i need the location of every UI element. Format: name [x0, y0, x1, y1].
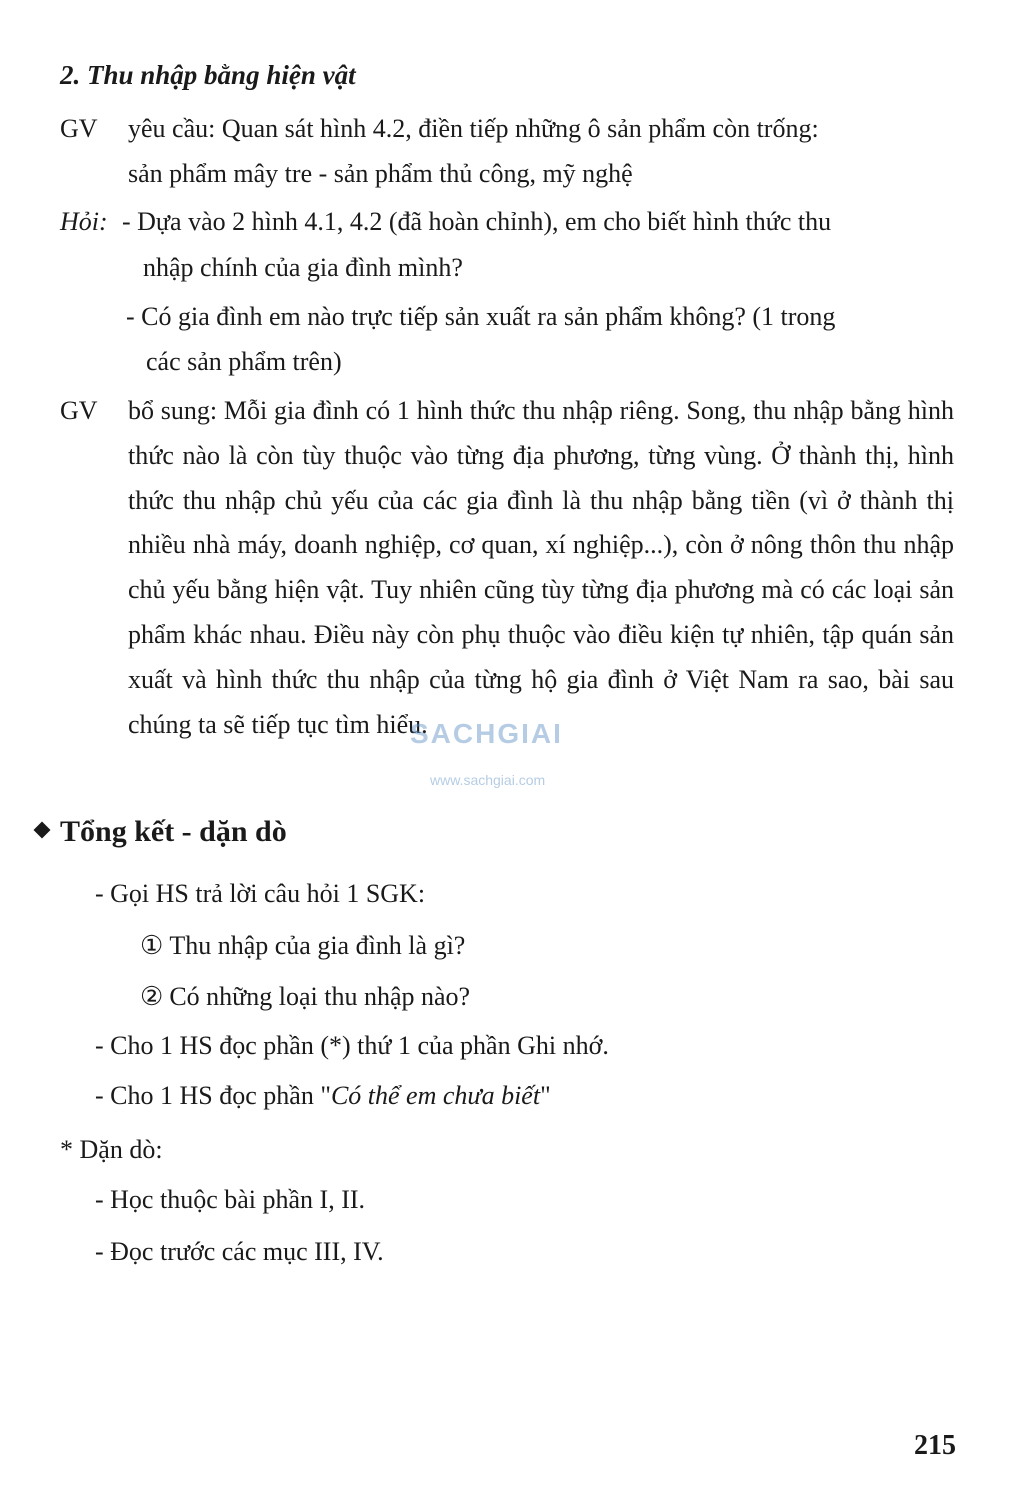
page-number: 215 [914, 1430, 956, 1461]
watermark-url: www.sachgiai.com [430, 772, 546, 788]
gv1-line-1: yêu cầu: Quan sát hình 4.2, điền tiếp những ô sản phẩm còn trống: [128, 114, 819, 143]
homework-item-1: - Học thuộc bài phần I, II. [95, 1185, 366, 1214]
hoi-q2-line-1: - Có gia đình em nào trực tiếp sản xuất ra sản phẩm không? (1 trong [126, 302, 836, 331]
summary-question-1 [140, 929, 465, 963]
gv-label-1: GV [60, 114, 98, 143]
hoi-q1-line-2: nhập chính của gia đình mình? [143, 253, 463, 282]
homework-label: * Dặn dò: [60, 1135, 163, 1164]
summary-item-1: - Gọi HS trả lời câu hỏi 1 SGK: [95, 879, 426, 908]
hoi-q2-line-2: các sản phẩm trên) [146, 347, 342, 376]
diamond-bullet-icon [34, 822, 51, 839]
summary-question-1-text: Thu nhập của gia đình là gì? [169, 931, 466, 960]
summary-item-3-italic: Có thể em chưa biết [330, 1081, 541, 1110]
summary-title [36, 815, 287, 849]
circled-one-icon: ① [140, 931, 164, 960]
hoi-q1-line-1: - Dựa vào 2 hình 4.1, 4.2 (đã hoàn chỉnh), em cho biết hình thức thu [122, 207, 832, 236]
gv1-line-2: sản phẩm mây tre - sản phẩm thủ công, mỹ nghệ [128, 159, 633, 188]
summary-item-3-prefix: - Cho 1 HS đọc phần " [95, 1081, 331, 1110]
circled-two-icon: ② [140, 982, 164, 1011]
gv2-paragraph: bổ sung: Mỗi gia đình có 1 hình thức thu nhập riêng. Song, thu nhập bằng hình thức nào là còn tùy thuộc vào từng địa phương, từng vùng. Ở thành thị, hình thức thu nhập chủ yếu của các gia đình là thu nhập bằng tiền (vì ở thành thị nhiều nhà máy, doanh nghiệp, cơ quan, xí nghiệp...), còn ở nông thôn thu nhập chủ yếu bằng hiện vật. Tuy nhiên cũng tùy từng địa phương mà có các loại sản phẩm khác nhau. Điều này còn phụ thuộc vào điều kiện tự nhiên, tập quán sản xuất và hình thức thu nhập của từng hộ gia đình ở Việt Nam ra sao, bài sau chúng ta sẽ tiếp tục tìm hiểu. [128, 396, 954, 739]
summary-question-2-text: Có những loại thu nhập nào? [169, 982, 471, 1011]
homework-item-2: - Đọc trước các mục III, IV. [95, 1237, 384, 1266]
section-heading: 2. Thu nhập bằng hiện vật [60, 60, 356, 90]
hoi-label: Hỏi: [60, 207, 108, 236]
watermark [410, 718, 620, 798]
summary-title-text: Tổng kết - dặn dò [60, 815, 287, 848]
summary-item-3 [95, 1079, 551, 1113]
summary-item-3-suffix: " [540, 1081, 551, 1110]
watermark-text: SACHGIAI [410, 718, 563, 749]
gv-label-2: GV [60, 396, 98, 425]
summary-question-2 [140, 980, 470, 1014]
summary-item-2: - Cho 1 HS đọc phần (*) thứ 1 của phần Ghi nhớ. [95, 1031, 609, 1060]
